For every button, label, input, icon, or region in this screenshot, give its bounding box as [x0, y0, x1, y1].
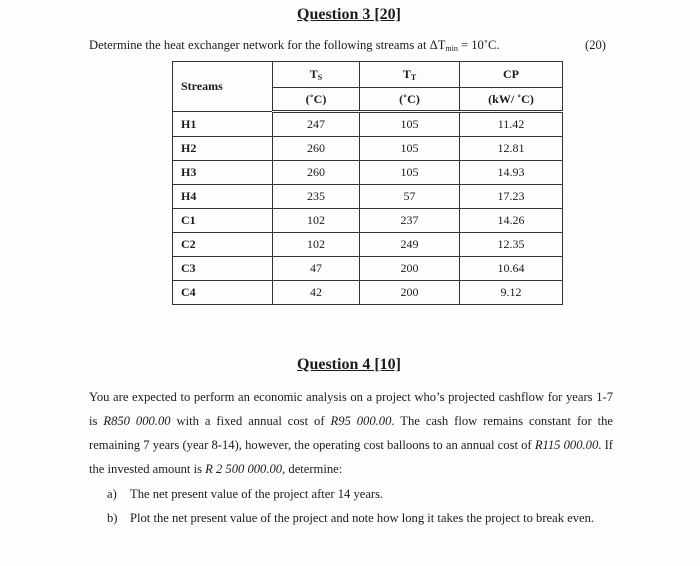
ts-value: 42: [273, 281, 360, 305]
question-3-prompt: [89, 38, 500, 53]
cp-value: 14.26: [460, 209, 563, 233]
stream-name: C4: [173, 281, 273, 305]
tt-value: 105: [360, 161, 460, 185]
header-tt: [360, 62, 460, 88]
tt-value: 105: [360, 112, 460, 137]
stream-name: H1: [173, 112, 273, 137]
tt-value: 200: [360, 281, 460, 305]
tt-value: 200: [360, 257, 460, 281]
stream-name: C3: [173, 257, 273, 281]
header-streams: Streams: [173, 62, 273, 112]
question-4-paragraph: [89, 385, 613, 481]
stream-name: H4: [173, 185, 273, 209]
cashflow-amount: R850 000.00: [103, 414, 171, 428]
cp-value: 12.35: [460, 233, 563, 257]
header-ts: [273, 62, 360, 88]
table-row: [173, 281, 563, 305]
unit-tt: (˚C): [360, 88, 460, 112]
ts-value: 102: [273, 233, 360, 257]
table-row: [173, 112, 563, 137]
header-tt-letter: T: [402, 67, 411, 81]
unit-cp: (kW/ ˚C): [460, 88, 563, 112]
para-text-3: . The cash flow remains constant for the remaining 7 years (year 8-14), however, the operating cost balloons to an annual cost of: [89, 414, 613, 452]
header-ts-letter: T: [309, 67, 318, 81]
table-row: [173, 209, 563, 233]
tt-value: 57: [360, 185, 460, 209]
list-item: [107, 506, 617, 530]
table-row: [173, 137, 563, 161]
para-text-4: . If the invested amount is: [89, 438, 613, 476]
table-row: [173, 233, 563, 257]
prompt-subscript: min: [445, 44, 458, 53]
para-text-2: with a fixed annual cost of: [170, 414, 331, 428]
list-item-text: The net present value of the project after 14 years.: [130, 487, 384, 501]
para-text-5: , determine:: [282, 462, 343, 476]
cp-value: 11.42: [460, 112, 563, 137]
table-row: [173, 161, 563, 185]
prompt-text: Determine the heat exchanger network for the following streams at ΔT: [89, 38, 446, 52]
question-4-title: Question 4 [10]: [297, 356, 401, 373]
table-row: [173, 185, 563, 209]
tt-value: 105: [360, 137, 460, 161]
question-4-list: [107, 482, 617, 530]
ts-value: 247: [273, 112, 360, 137]
invested-amount: R 2 500 000.00: [205, 462, 283, 476]
question-3-title: Question 3 [20]: [297, 6, 401, 23]
cp-value: 17.23: [460, 185, 563, 209]
ts-value: 260: [273, 161, 360, 185]
list-item: [107, 482, 617, 506]
question-3-marks: (20): [585, 38, 606, 52]
table-header-row: [173, 62, 563, 88]
ts-value: 102: [273, 209, 360, 233]
list-item-text: Plot the net present value of the project and note how long it takes the project to break even.: [130, 511, 595, 525]
tt-value: 249: [360, 233, 460, 257]
unit-ts: (˚C): [273, 88, 360, 112]
stream-name: C1: [173, 209, 273, 233]
cp-value: 9.12: [460, 281, 563, 305]
ts-value: 235: [273, 185, 360, 209]
header-tt-sub: T: [410, 73, 417, 82]
header-cp: CP: [460, 62, 563, 88]
balloon-cost-amount: R115 000.00: [534, 438, 599, 452]
header-ts-sub: S: [317, 73, 323, 82]
cp-value: 10.64: [460, 257, 563, 281]
tt-value: 237: [360, 209, 460, 233]
table-row: [173, 257, 563, 281]
prompt-text-end: = 10˚C.: [457, 38, 500, 52]
ts-value: 47: [273, 257, 360, 281]
para-text-1: You are expected to perform an economic analysis on a project who’s projected cashflow for years 1-7 is: [89, 390, 613, 428]
cp-value: 12.81: [460, 137, 563, 161]
cp-value: 14.93: [460, 161, 563, 185]
stream-name: H2: [173, 137, 273, 161]
list-item-label: a): [107, 487, 117, 501]
streams-table: [172, 61, 563, 305]
ts-value: 260: [273, 137, 360, 161]
fixed-cost-amount: R95 000.00: [330, 414, 392, 428]
stream-name: C2: [173, 233, 273, 257]
list-item-label: b): [107, 511, 118, 525]
stream-name: H3: [173, 161, 273, 185]
